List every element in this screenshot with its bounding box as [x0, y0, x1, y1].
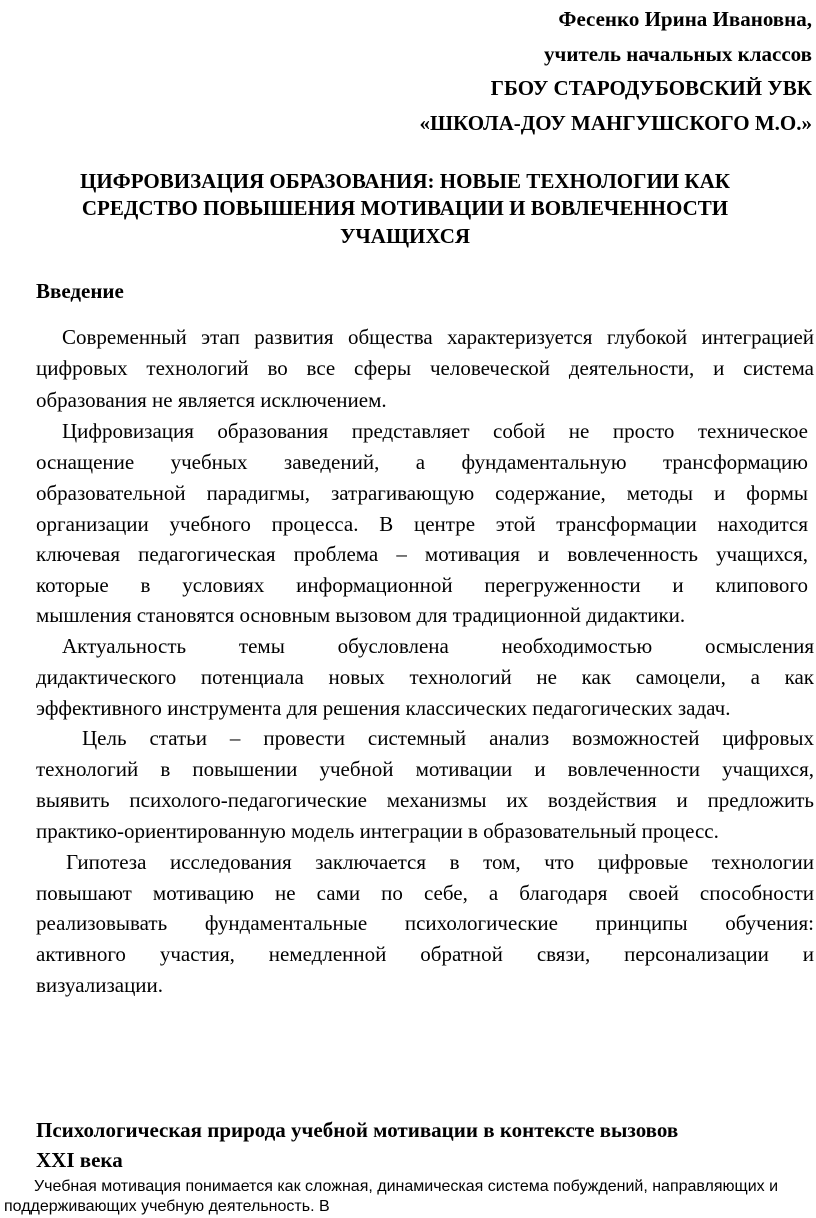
- article-title-line-1: ЦИФРОВИЗАЦИЯ ОБРАЗОВАНИЯ: НОВЫЕ ТЕХНОЛОГИИ КАК: [79, 169, 730, 193]
- body-line: образовательной парадигмы, затрагивающую содержание, методы и формы: [36, 481, 808, 505]
- body-line: Современный этап развития общества характеризуется глубокой интеграцией: [62, 325, 814, 349]
- body-line: технологий в повышении учебной мотивации и вовлеченности учащихся,: [36, 757, 814, 781]
- introduction-heading: Введение: [36, 279, 124, 303]
- author-name: Фесенко Ирина Ивановна,: [558, 7, 812, 31]
- section-heading-line-1: Психологическая природа учебной мотивации в контексте вызовов: [36, 1118, 679, 1142]
- body-line: активного участия, немедленной обратной связи, персонализации и: [36, 942, 814, 966]
- body-line: практико-ориентированную модель интеграции в образовательный процесс.: [36, 819, 719, 843]
- author-organization-line-1: ГБОУ СТАРОДУБОВСКИЙ УВК: [490, 76, 812, 100]
- body-line: цифровых технологий во все сферы человеческой деятельности, и система: [36, 356, 814, 380]
- body-line: оснащение учебных заведений, а фундаментальную трансформацию: [36, 450, 808, 474]
- body-line: эффективного инструмента для решения классических педагогических задач.: [36, 696, 731, 720]
- body-line: дидактического потенциала новых технологий не как самоцели, а как: [36, 665, 814, 689]
- body-line: Актуальность темы обусловлена необходимостью осмысления: [62, 634, 814, 658]
- body-line: мышления становятся основным вызовом для традиционной дидактики.: [36, 603, 686, 627]
- section-text-line-2: поддерживающих учебную деятельность. В: [4, 1198, 330, 1215]
- author-organization-line-2: «ШКОЛА-ДОУ МАНГУШСКОГО М.О.»: [419, 111, 812, 135]
- article-title-line-3: УЧАЩИХСЯ: [339, 224, 471, 248]
- body-line: ключевая педагогическая проблема – мотивация и вовлеченность учащихся,: [36, 542, 808, 566]
- author-position: учитель начальных классов: [544, 42, 812, 66]
- body-line: Гипотеза исследования заключается в том, что цифровые технологии: [66, 850, 814, 874]
- article-title-line-2: СРЕДСТВО ПОВЫШЕНИЯ МОТИВАЦИИ И ВОВЛЕЧЕННОСТИ: [81, 196, 729, 220]
- section-text-line-1: Учебная мотивация понимается как сложная, динамическая система побуждений, направляющих и: [34, 1178, 779, 1195]
- body-line: визуализации.: [36, 973, 164, 997]
- body-line: реализовывать фундаментальные психологические принципы обучения:: [36, 911, 814, 935]
- body-line: повышают мотивацию не сами по себе, а благодаря своей способности: [36, 881, 814, 905]
- body-line: которые в условиях информационной перегруженности и клипового: [36, 573, 808, 597]
- body-line: Цифровизация образования представляет собой не просто техническое: [62, 419, 808, 443]
- body-line: образования не является исключением.: [36, 388, 387, 412]
- section-heading-line-2: XXI века: [36, 1148, 123, 1172]
- body-line: организации учебного процесса. В центре этой трансформации находится: [36, 512, 808, 536]
- body-line: Цель статьи – провести системный анализ возможностей цифровых: [82, 726, 814, 750]
- body-line: выявить психолого-педагогические механизмы их воздействия и предложить: [36, 788, 814, 812]
